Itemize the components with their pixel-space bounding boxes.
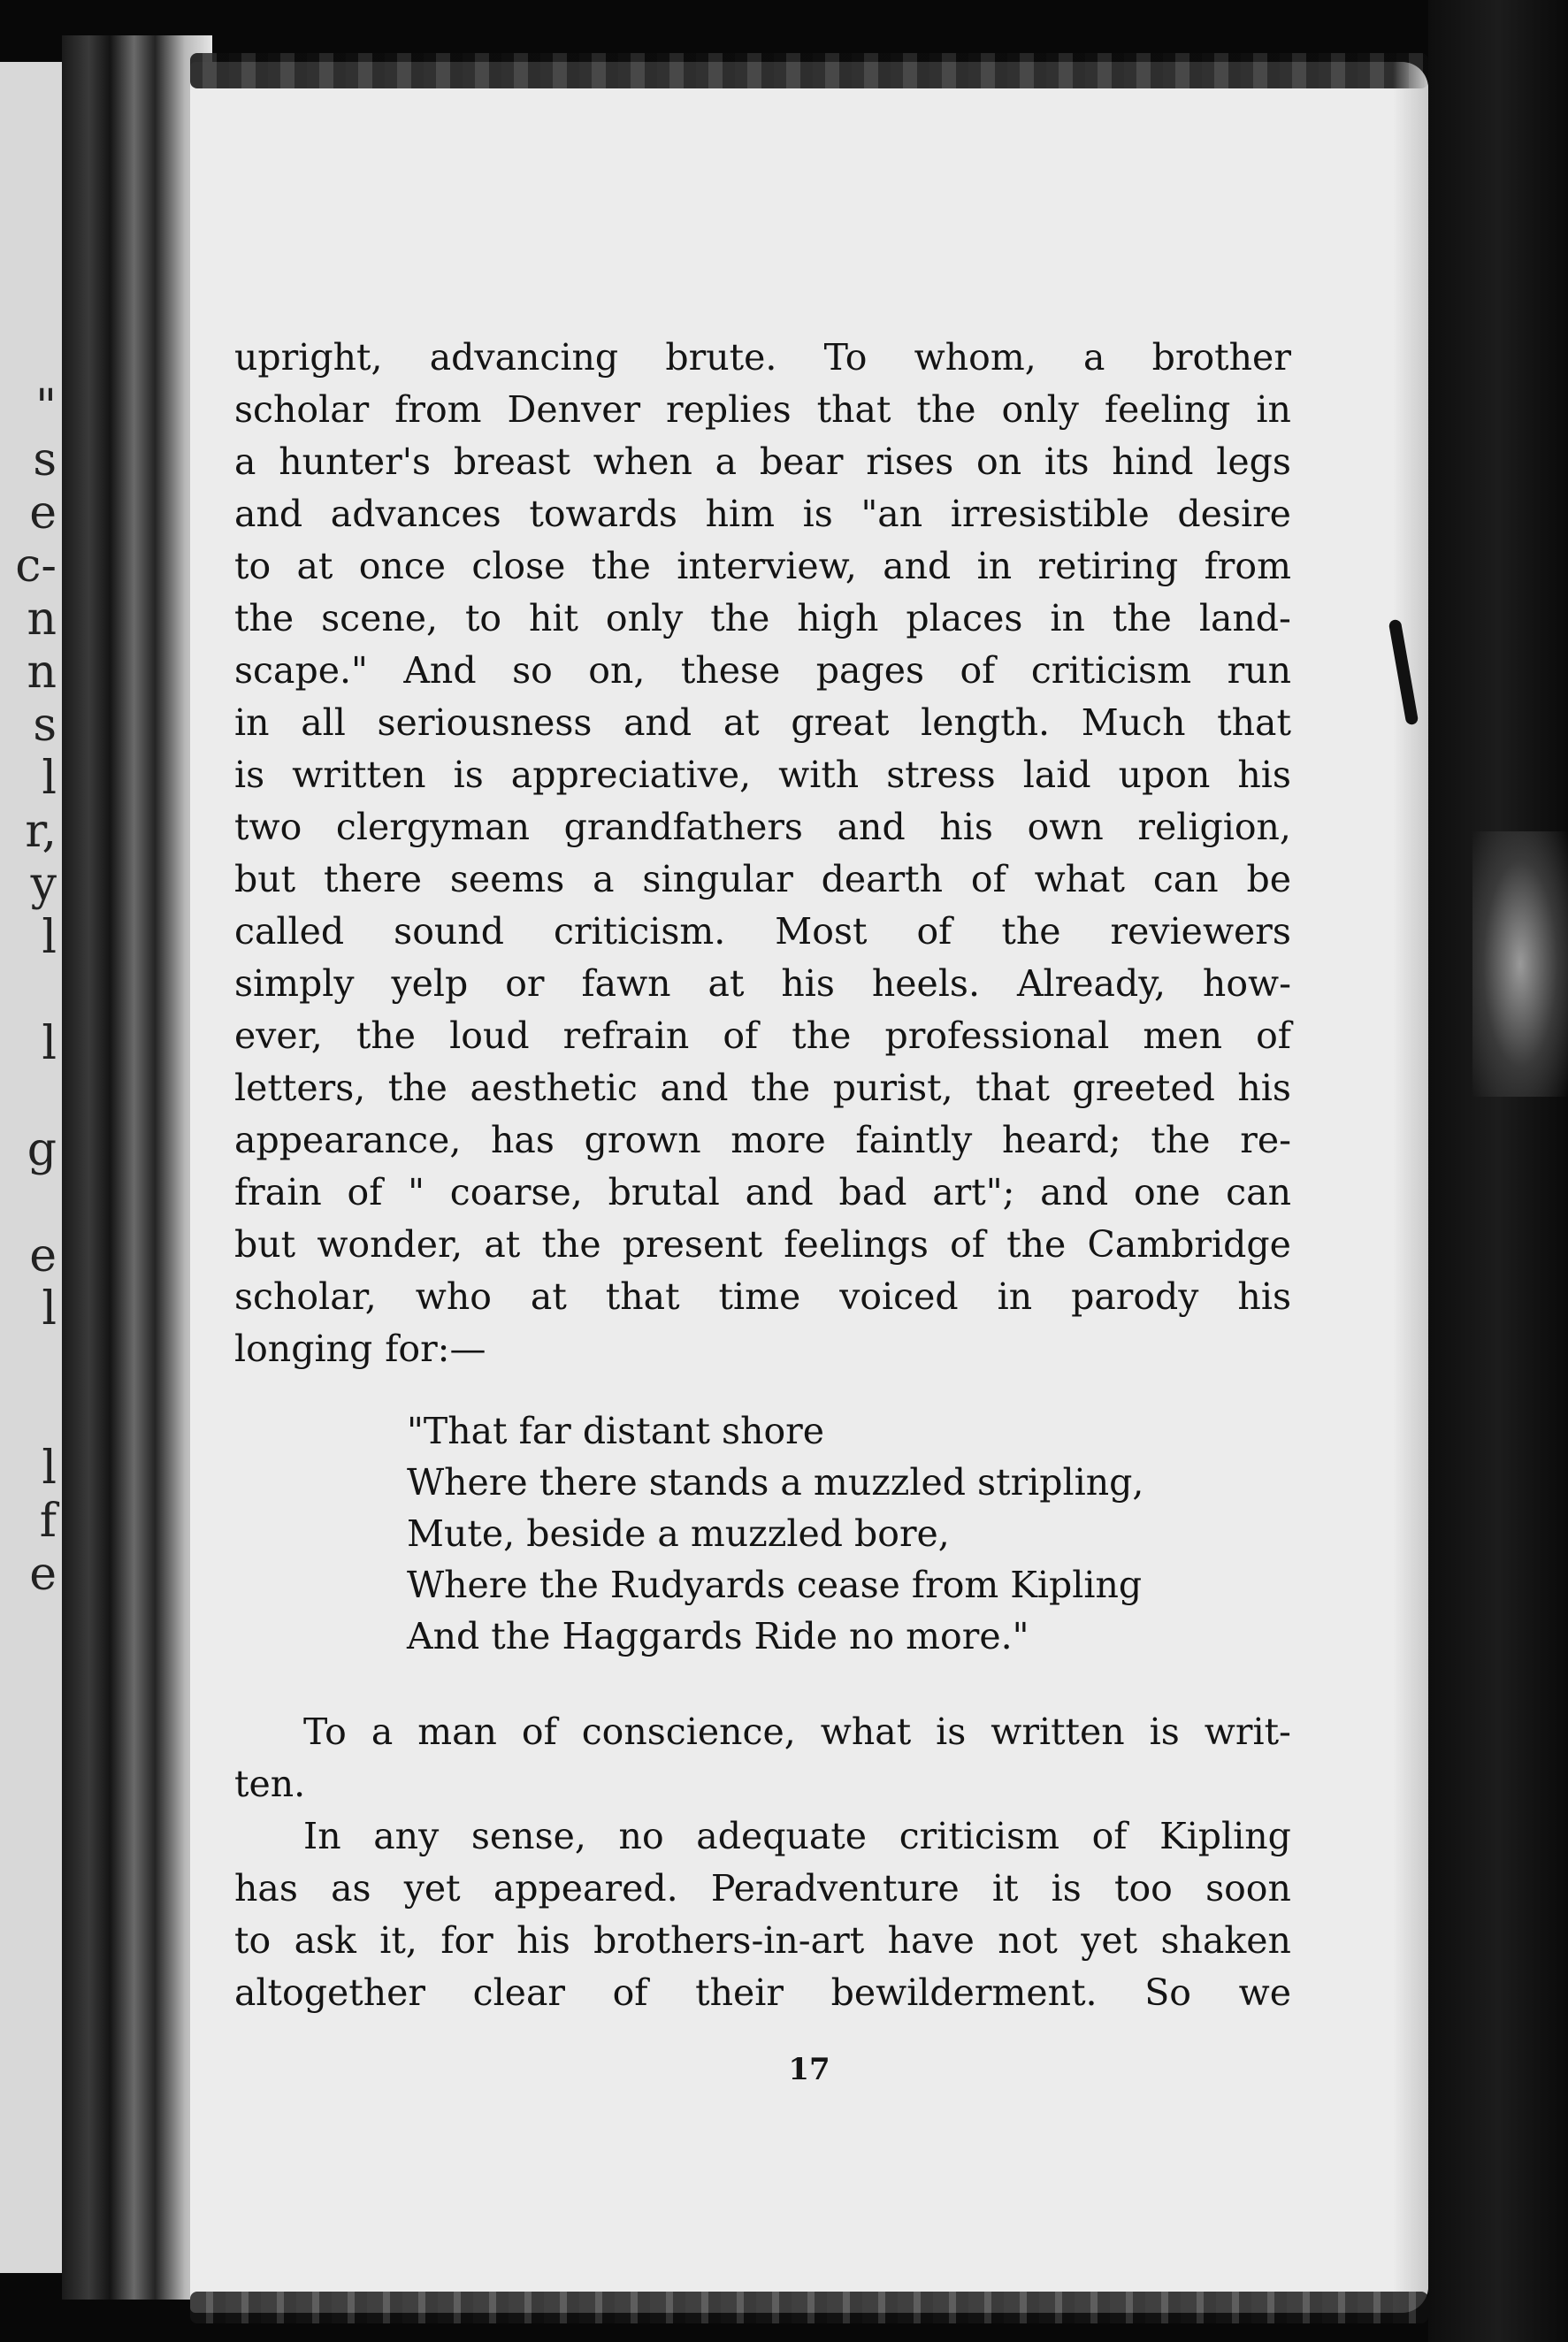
word: the — [792, 1014, 852, 1057]
text-line — [234, 1167, 1291, 1219]
word: feeling — [1104, 388, 1231, 431]
word: loud — [449, 1014, 530, 1057]
word: that — [1217, 701, 1291, 744]
verse-line: Where there stands a muzzled stripling, — [407, 1461, 1144, 1504]
word: a — [715, 440, 738, 483]
word: hit — [529, 597, 579, 639]
word: appeared. — [493, 1867, 678, 1910]
word: To — [823, 336, 868, 379]
word: hind — [1112, 440, 1194, 483]
word: there — [323, 858, 422, 900]
word: of — [723, 1014, 759, 1057]
word: any — [373, 1815, 440, 1857]
word: upon — [1118, 754, 1211, 796]
word: his — [516, 1919, 570, 1962]
text-line — [234, 958, 1291, 1010]
word: of — [347, 1171, 383, 1213]
page-right-shade — [1393, 62, 1428, 2313]
word: bear — [759, 440, 844, 483]
word: two — [234, 806, 302, 848]
word: or — [505, 962, 545, 1005]
word: feelings — [784, 1223, 929, 1266]
text-line — [234, 906, 1291, 958]
word: and — [837, 806, 906, 848]
edge-letter: s — [33, 699, 57, 752]
word: conscience, — [581, 1711, 796, 1753]
word: his — [1237, 754, 1291, 796]
word: be — [1246, 858, 1291, 900]
word: grown — [584, 1119, 701, 1161]
edge-letter: e — [29, 1548, 57, 1601]
left-page-edge-letters — [4, 380, 57, 1601]
word: wonder, — [317, 1223, 463, 1266]
word: more — [730, 1119, 826, 1161]
edge-letter: y — [30, 858, 57, 911]
word: aesthetic — [470, 1067, 638, 1109]
word: altogether — [234, 1971, 425, 2014]
verse-line: Where the Rudyards cease from Kipling — [407, 1564, 1143, 1606]
word: rises — [866, 440, 954, 483]
word: is — [234, 754, 265, 796]
edge-letter — [4, 1070, 57, 1123]
word: simply — [234, 962, 355, 1005]
word: yet — [1081, 1919, 1138, 1962]
word: faintly — [855, 1119, 973, 1161]
word: criticism. — [553, 910, 726, 953]
word: brute. — [665, 336, 777, 379]
word: scholar — [234, 388, 370, 431]
edge-letter: f — [39, 1495, 57, 1548]
word: upright, — [234, 336, 383, 379]
word: but — [234, 1223, 296, 1266]
word: length. — [921, 701, 1051, 744]
word: of — [960, 649, 996, 692]
text-line — [234, 488, 1291, 540]
page-number: 17 — [788, 2052, 830, 2087]
word: Most — [775, 910, 868, 953]
word: in — [976, 545, 1013, 587]
word: and — [883, 545, 952, 587]
word: bad — [838, 1171, 907, 1213]
word: replies — [666, 388, 792, 431]
word: has — [234, 1867, 298, 1910]
word: is — [1149, 1711, 1180, 1753]
word: " — [408, 1171, 425, 1213]
word: hunter's — [279, 440, 432, 483]
word: all — [301, 701, 346, 744]
word: criticism — [1030, 649, 1192, 692]
word: time — [718, 1275, 801, 1318]
word: parody — [1071, 1275, 1199, 1318]
word: refrain — [562, 1014, 690, 1057]
word: the — [710, 597, 770, 639]
word: to — [234, 545, 272, 587]
edge-letter: n — [27, 646, 57, 699]
text-line — [234, 593, 1291, 645]
word: too — [1114, 1867, 1173, 1910]
word: heels. — [871, 962, 981, 1005]
word: brothers-in-art — [593, 1919, 865, 1962]
verse-quotation — [407, 1405, 1291, 1662]
word: can — [1152, 858, 1219, 900]
word: of — [950, 1223, 985, 1266]
text-line — [234, 801, 1291, 853]
word: in — [234, 701, 270, 744]
edge-letter: n — [27, 593, 57, 646]
word: his — [1237, 1067, 1291, 1109]
word: once — [358, 545, 447, 587]
word: a — [593, 858, 615, 900]
word: when — [593, 440, 692, 483]
edge-letter — [4, 964, 57, 1017]
text-line — [234, 1967, 1291, 2019]
word: so — [512, 649, 553, 692]
word: great — [791, 701, 890, 744]
word: And — [403, 649, 477, 692]
word: sense, — [470, 1815, 586, 1857]
text-line — [234, 749, 1291, 801]
word: of — [1256, 1014, 1291, 1057]
edge-letter: " — [35, 380, 57, 433]
word: only — [1001, 388, 1079, 431]
word: laid — [1022, 754, 1091, 796]
text-line — [234, 384, 1291, 436]
edge-letter — [4, 1176, 57, 1229]
word: land- — [1198, 597, 1291, 639]
edge-letter — [4, 1389, 57, 1442]
word: scene, — [321, 597, 439, 639]
word: writ- — [1204, 1711, 1291, 1753]
word: in — [1256, 388, 1291, 431]
word: who — [415, 1275, 492, 1318]
word: the — [1151, 1119, 1211, 1161]
word: desire — [1177, 493, 1291, 535]
word: dearth — [821, 858, 944, 900]
word: can — [1226, 1171, 1291, 1213]
word: retiring — [1037, 545, 1179, 587]
word: it — [991, 1867, 1019, 1910]
text-line — [234, 1219, 1291, 1271]
word: clear — [472, 1971, 565, 2014]
word: on — [976, 440, 1022, 483]
word: present — [622, 1223, 763, 1266]
edge-letter: c- — [15, 540, 57, 593]
word: called — [234, 910, 345, 953]
text-line — [234, 1863, 1291, 1915]
verse-line: "That far distant shore — [407, 1410, 825, 1452]
word: coarse, — [449, 1171, 583, 1213]
text-line — [234, 1323, 1291, 1375]
text-line — [234, 332, 1291, 384]
word: seems — [449, 858, 565, 900]
word: brother — [1151, 336, 1291, 379]
paragraph-3 — [234, 1810, 1291, 2019]
word: of — [970, 858, 1006, 900]
word: is — [802, 493, 833, 535]
word: legs — [1216, 440, 1291, 483]
word: is — [936, 1711, 967, 1753]
text-line — [234, 1810, 1291, 1863]
word: the — [1001, 910, 1061, 953]
word: it, — [379, 1919, 417, 1962]
word: a — [1082, 336, 1105, 379]
paragraph-1 — [234, 332, 1291, 1375]
word: to — [464, 597, 502, 639]
word: whom, — [914, 336, 1036, 379]
word: To — [303, 1711, 347, 1753]
word: purist, — [832, 1067, 953, 1109]
word: the — [356, 1014, 417, 1057]
word: on, — [588, 649, 646, 692]
word: greeted — [1072, 1067, 1215, 1109]
word: reviewers — [1110, 910, 1291, 953]
paragraph-2 — [234, 1706, 1291, 1810]
word: one — [1134, 1171, 1201, 1213]
text-line — [234, 1758, 1291, 1810]
word: irresistible — [950, 493, 1150, 535]
word: pages — [815, 649, 925, 692]
word: scholar, — [234, 1275, 377, 1318]
word: to — [234, 1919, 272, 1962]
word: "an — [860, 493, 923, 535]
word: and — [660, 1067, 729, 1109]
word: what — [820, 1711, 912, 1753]
word: as — [331, 1867, 371, 1910]
word: advances — [330, 493, 501, 535]
word: ten. — [234, 1763, 306, 1805]
word: own — [1027, 806, 1104, 848]
word: the — [916, 388, 976, 431]
edge-letter: g — [27, 1123, 57, 1176]
word: Peradventure — [710, 1867, 960, 1910]
right-light-reflection — [1472, 831, 1568, 1097]
word: interview, — [677, 545, 857, 587]
edge-letter: l — [42, 911, 57, 964]
word: only — [605, 597, 684, 639]
word: yelp — [391, 962, 469, 1005]
edge-letter: s — [33, 433, 57, 486]
word: appreciative, — [510, 754, 752, 796]
word: sound — [394, 910, 504, 953]
word: ask — [294, 1919, 356, 1962]
word: ever, — [234, 1014, 323, 1057]
word: that — [816, 388, 891, 431]
word: clergyman — [335, 806, 530, 848]
word: stress — [886, 754, 996, 796]
word: In — [303, 1815, 341, 1857]
text-line — [234, 645, 1291, 697]
edge-letter — [4, 1336, 57, 1389]
text-line — [234, 1706, 1291, 1758]
word: frain — [234, 1171, 322, 1213]
word: no — [618, 1815, 664, 1857]
word: at — [530, 1275, 567, 1318]
edge-letter: l — [42, 1442, 57, 1495]
word: their — [695, 1971, 784, 2014]
word: voiced — [839, 1275, 959, 1318]
edge-letter: l — [42, 1282, 57, 1336]
edge-letter: e — [29, 1229, 57, 1282]
word: his — [1237, 1275, 1291, 1318]
word: that — [975, 1067, 1050, 1109]
text-line — [234, 1062, 1291, 1114]
verse-line: And the Haggards Ride no more." — [407, 1615, 1029, 1657]
edge-letter: r, — [25, 805, 57, 858]
word: fawn — [581, 962, 671, 1005]
word: high — [797, 597, 879, 639]
word: seriousness — [377, 701, 593, 744]
word: of — [916, 910, 952, 953]
word: of — [1091, 1815, 1128, 1857]
word: heard; — [1001, 1119, 1121, 1161]
word: religion, — [1137, 806, 1291, 848]
word: how- — [1202, 962, 1291, 1005]
word: the — [591, 545, 651, 587]
word: the — [1006, 1223, 1067, 1266]
word: the — [234, 597, 294, 639]
word: criticism — [899, 1815, 1059, 1857]
word: professional — [884, 1014, 1110, 1057]
page-bottom-edge — [190, 2292, 1428, 2323]
word: adequate — [696, 1815, 868, 1857]
word: from — [1204, 545, 1291, 587]
word: that — [605, 1275, 680, 1318]
word: of — [521, 1711, 557, 1753]
word: his — [939, 806, 993, 848]
text-line — [234, 853, 1291, 906]
word: towards — [529, 493, 677, 535]
word: the — [541, 1223, 601, 1266]
edge-letter: l — [42, 1017, 57, 1070]
word: Cambridge — [1087, 1223, 1291, 1266]
word: the — [751, 1067, 811, 1109]
edge-letter: e — [29, 486, 57, 540]
word: letters, — [234, 1067, 366, 1109]
word: written — [292, 754, 426, 796]
word: men — [1143, 1014, 1222, 1057]
word: shaken — [1160, 1919, 1291, 1962]
book-page — [190, 62, 1428, 2313]
word: the — [1112, 597, 1172, 639]
word: in — [1050, 597, 1085, 639]
word: man — [417, 1711, 497, 1753]
word: Denver — [507, 388, 641, 431]
word: bewilderment. — [830, 1971, 1098, 2014]
text-line — [234, 1915, 1291, 1967]
right-background — [1428, 0, 1568, 2342]
edge-letter: l — [42, 752, 57, 805]
word: brutal — [608, 1171, 720, 1213]
word: places — [906, 597, 1023, 639]
text-line — [234, 1114, 1291, 1167]
word: advancing — [429, 336, 619, 379]
word: singular — [642, 858, 793, 900]
word: and — [234, 493, 303, 535]
word: appearance, — [234, 1119, 462, 1161]
text-line — [234, 1271, 1291, 1323]
word: has — [491, 1119, 555, 1161]
word: but — [234, 858, 296, 900]
word: for:— — [385, 1328, 486, 1370]
word: and — [1040, 1171, 1109, 1213]
word: its — [1044, 440, 1090, 483]
word: yet — [403, 1867, 461, 1910]
word: written — [991, 1711, 1125, 1753]
word: from — [394, 388, 482, 431]
word: of — [612, 1971, 648, 2014]
verse-line: Mute, beside a muzzled bore, — [407, 1512, 950, 1555]
word: at — [484, 1223, 521, 1266]
word: with — [778, 754, 860, 796]
word: and — [623, 701, 692, 744]
text-line — [234, 436, 1291, 488]
word: grandfathers — [563, 806, 803, 848]
word: is — [453, 754, 484, 796]
word: his — [781, 962, 835, 1005]
page-text — [234, 332, 1291, 2019]
word: close — [471, 545, 566, 587]
word: for — [440, 1919, 493, 1962]
word: breast — [453, 440, 570, 483]
word: Much — [1081, 701, 1186, 744]
word: have — [887, 1919, 975, 1962]
word: scape." — [234, 649, 368, 692]
word: not — [998, 1919, 1058, 1962]
text-line — [234, 540, 1291, 593]
text-line — [234, 697, 1291, 749]
word: at — [723, 701, 760, 744]
word: we — [1238, 1971, 1291, 2014]
word: what — [1034, 858, 1125, 900]
word: the — [387, 1067, 447, 1109]
word: longing — [234, 1328, 373, 1370]
word: is — [1051, 1867, 1082, 1910]
word: him — [705, 493, 775, 535]
page-top-edge — [190, 53, 1428, 88]
word: a — [371, 1711, 394, 1753]
word: run — [1227, 649, 1291, 692]
word: Already, — [1016, 962, 1166, 1005]
word: Kipling — [1159, 1815, 1291, 1857]
word: at — [708, 962, 745, 1005]
word: So — [1144, 1971, 1191, 2014]
word: a — [234, 440, 256, 483]
left-neighbor-page — [0, 62, 62, 2273]
text-line — [234, 1010, 1291, 1062]
word: soon — [1205, 1867, 1291, 1910]
word: and — [745, 1171, 814, 1213]
word: at — [296, 545, 333, 587]
word: art"; — [932, 1171, 1015, 1213]
word: in — [997, 1275, 1033, 1318]
word: re- — [1240, 1119, 1291, 1161]
word: these — [680, 649, 781, 692]
